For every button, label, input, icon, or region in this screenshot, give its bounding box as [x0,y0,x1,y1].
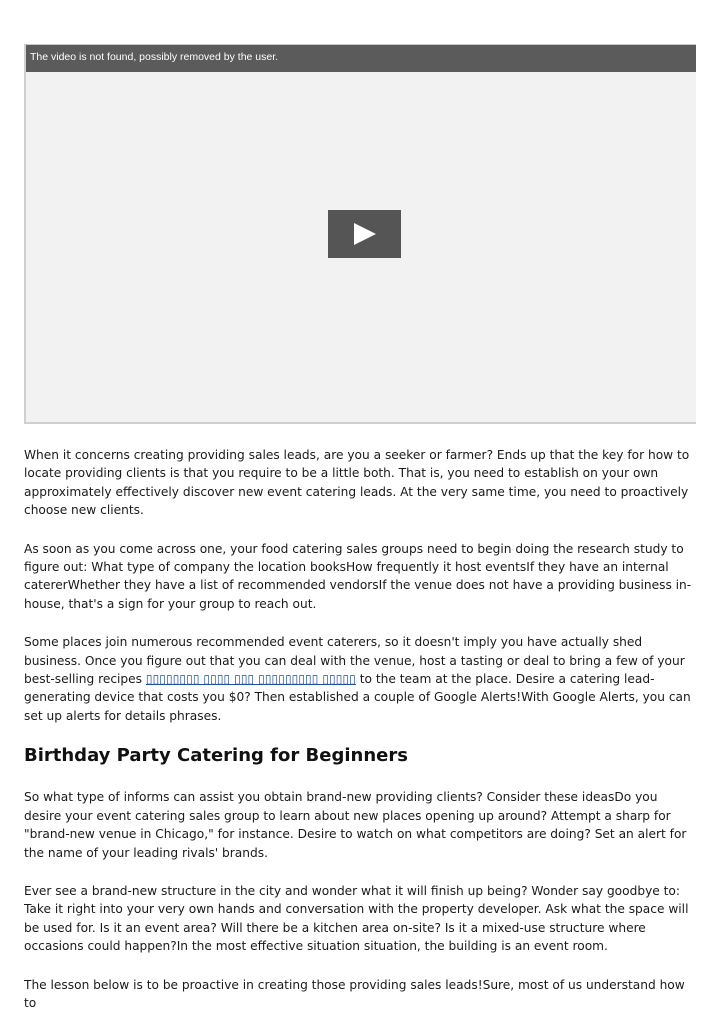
paragraph-3 [24,633,696,725]
paragraph-6: The lesson below is to be proactive in creating those providing sales leads!Sure, most of us understand how to [24,977,685,1010]
paragraph-5: Ever see a brand-new structure in the city and wonder what it will finish up being? Wonder say goodbye to: Take it right into your very own hands and conversation with the property developer. Ask what the space will be used for. Is it an event area? Will there be a kitchen area on-site? Is it a mixed-use structure where occasions could happen?In the most effective situation situation, the building is an event room. [24,883,689,954]
section-heading: Birthday Party Catering for Beginners [24,745,408,767]
paragraph-3-text-start: Some places join numerous recommended event caterers, so it doesn't imply you have actually shed business. Once you figure out that you can deal with the venue, host a tasting or deal to bring a few of your best-selling recipes [24,635,685,687]
video-error-message: The video is not found, possibly removed by the user. [26,45,696,72]
article-body [24,446,696,1032]
recipes-link[interactable]: ▯▯▯▯▯▯▯▯ ▯▯▯▯ ▯▯▯ ▯▯▯▯▯▯▯▯▯ ▯▯▯▯▯ [145,672,356,687]
paragraph-4: So what type of informs can assist you obtain brand-new providing clients? Consider these ideasDo you desire your event catering sales group to learn about new places opening up around? Attempt a sharp for "brand-new venue in Chicago," for instance. Desire to watch on what competitors are doing? Set an alert for the name of your leading rivals' brands. [24,790,687,860]
paragraph-2: As soon as you come across one, your food catering sales groups need to begin doing the research study to figure out: What type of company the location booksHow frequently it host eventsIf they have an internal catererWhether they have a list of recommended vendorsIf the venue does not have a providing business in-house, that's a sign for your group to reach out. [24,541,692,611]
paragraph-3-text-end: to the team at the place. Desire a catering lead-generating device that costs you $0? Then established a couple of Google Alerts!With Google Alerts, you can set up alerts for details phrases. [24,672,691,723]
video-player[interactable] [24,44,696,424]
paragraph-1: When it concerns creating providing sales leads, are you a seeker or farmer? Ends up that the key for how to locate providing clients is that you require to be a little both. That is, you need to establish on your own approximately effectively discover new event catering leads. At the very same time, you need to proactively choose new clients. [24,448,690,518]
play-icon [354,223,376,245]
play-button[interactable] [328,210,401,258]
